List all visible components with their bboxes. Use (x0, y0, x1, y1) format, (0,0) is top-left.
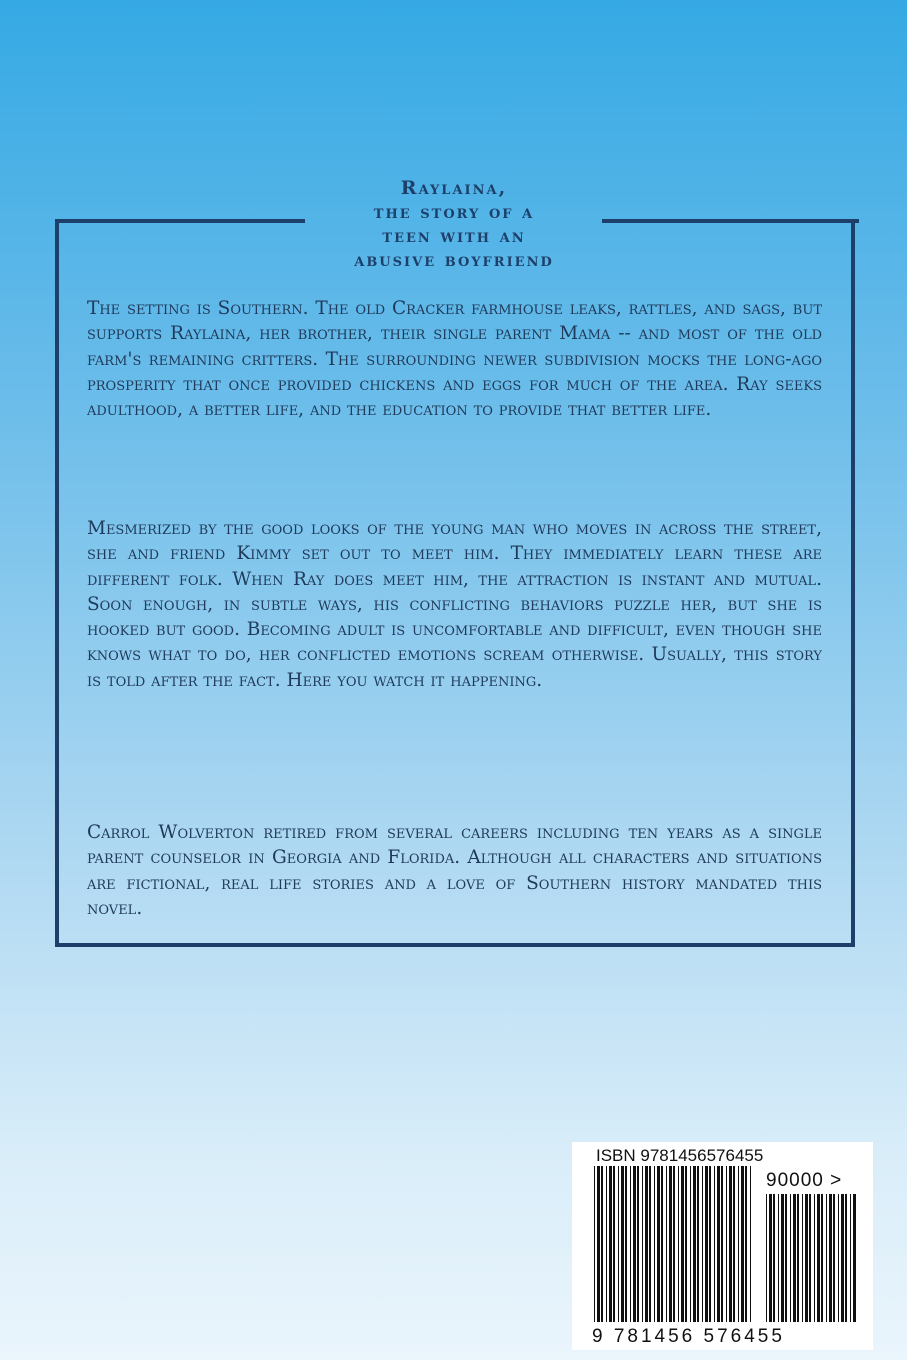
barcode-bar (625, 1166, 627, 1322)
isbn-label: ISBN 9781456576455 (596, 1146, 764, 1165)
synopsis-paragraph-2: Mesmerized by the good looks of the young man who moves in across the street, she and friend Kimmy set out to meet him. They immediately learn these are different folk. When Ray does meet him, the attraction is instant and mutual. Soon enough, in subtle ways, his conflicting behaviors puzzle her, but she is hooked but good. Becoming adult is uncomfortable and difficult, even though she knows what to do, her conflicted emotions scream otherwise. Usually, this story is told after the fact. Here you watch it happening. (87, 518, 822, 691)
barcode-bar (833, 1194, 835, 1322)
barcode-bar (685, 1166, 687, 1322)
title-line-2: the story of a (373, 201, 535, 223)
barcode-bar (613, 1166, 615, 1322)
barcode-bar (845, 1194, 847, 1322)
barcode-bar (805, 1194, 808, 1322)
barcode-bar (597, 1166, 600, 1322)
barcode-bar (829, 1194, 832, 1322)
barcode-bar (642, 1166, 643, 1322)
barcode-bar (729, 1166, 732, 1322)
barcode-bar (697, 1166, 699, 1322)
barcode-bar (673, 1166, 675, 1322)
barcode-bar (802, 1194, 803, 1322)
main-barcode (594, 1166, 751, 1322)
barcode-bar (841, 1194, 844, 1322)
barcode-bar (853, 1194, 856, 1322)
barcode-bar (630, 1166, 631, 1322)
barcode-bar (693, 1166, 696, 1322)
addon-barcode (766, 1194, 856, 1322)
barcode-bar (645, 1166, 648, 1322)
barcode-bar (750, 1166, 751, 1322)
barcode-bar (601, 1166, 603, 1322)
barcode-bar (609, 1166, 612, 1322)
barcode-bar (637, 1166, 639, 1322)
barcode-bar (790, 1194, 791, 1322)
barcode-bar (717, 1166, 720, 1322)
title-line-1: Raylaina, (400, 177, 508, 199)
barcode-bar (661, 1166, 663, 1322)
barcode-bar (721, 1166, 723, 1322)
barcode-bar (769, 1194, 772, 1322)
barcode-digits: 9 781456 576455 (592, 1326, 785, 1347)
barcode-bar (741, 1166, 744, 1322)
barcode-bar (714, 1166, 715, 1322)
barcode-bar (681, 1166, 684, 1322)
barcode-bar (793, 1194, 796, 1322)
barcode-bar (618, 1166, 619, 1322)
barcode-bar (705, 1166, 708, 1322)
barcode-bar (606, 1166, 607, 1322)
barcode-bar (785, 1194, 787, 1322)
barcode-bar (781, 1194, 784, 1322)
title-line-3: teen with an (382, 225, 526, 247)
barcode-bar (633, 1166, 636, 1322)
barcode-bar (745, 1166, 747, 1322)
barcode-bar (621, 1166, 624, 1322)
barcode-bar (797, 1194, 799, 1322)
barcode-bar (594, 1166, 595, 1322)
barcode-bar (773, 1194, 775, 1322)
barcode-box (572, 1142, 873, 1350)
barcode-bar (766, 1194, 767, 1322)
barcode-bars (572, 1142, 873, 1350)
barcode-bar (649, 1166, 651, 1322)
barcode-bar (817, 1194, 820, 1322)
author-bio-paragraph: Carrol Wolverton retired from several careers including ten years as a single parent counselor in Georgia and Florida. Although all characters and situations are fictional, real life stories and a love of Southern history mandated this novel. (87, 822, 822, 919)
barcode-bar (709, 1166, 711, 1322)
barcode-bar (669, 1166, 672, 1322)
barcode-bar (850, 1194, 851, 1322)
barcode-bar (778, 1194, 779, 1322)
barcode-bar (821, 1194, 823, 1322)
price-code: 90000 > (766, 1170, 843, 1191)
barcode-bar (733, 1166, 735, 1322)
barcode-bar (666, 1166, 667, 1322)
barcode-bar (654, 1166, 655, 1322)
barcode-bar (826, 1194, 827, 1322)
barcode-bar (678, 1166, 679, 1322)
synopsis-paragraph-1: The setting is Southern. The old Cracker farmhouse leaks, rattles, and sags, but supports Raylaina, her brother, their single parent Mama -- and most of the old farm's remaining critters. The surrounding newer subdivision mocks the long-ago prosperity that once provided chickens and eggs for much of the area. Ray seeks adulthood, a better life, and the education to provide that better life. (87, 298, 822, 421)
barcode-bar (738, 1166, 739, 1322)
barcode-bar (814, 1194, 815, 1322)
title-line-4: abusive boyfriend (354, 249, 554, 271)
barcode-bar (657, 1166, 660, 1322)
barcode-bar (690, 1166, 691, 1322)
barcode-bar (809, 1194, 811, 1322)
barcode-bar (838, 1194, 839, 1322)
barcode-bar (702, 1166, 703, 1322)
barcode-bar (726, 1166, 727, 1322)
